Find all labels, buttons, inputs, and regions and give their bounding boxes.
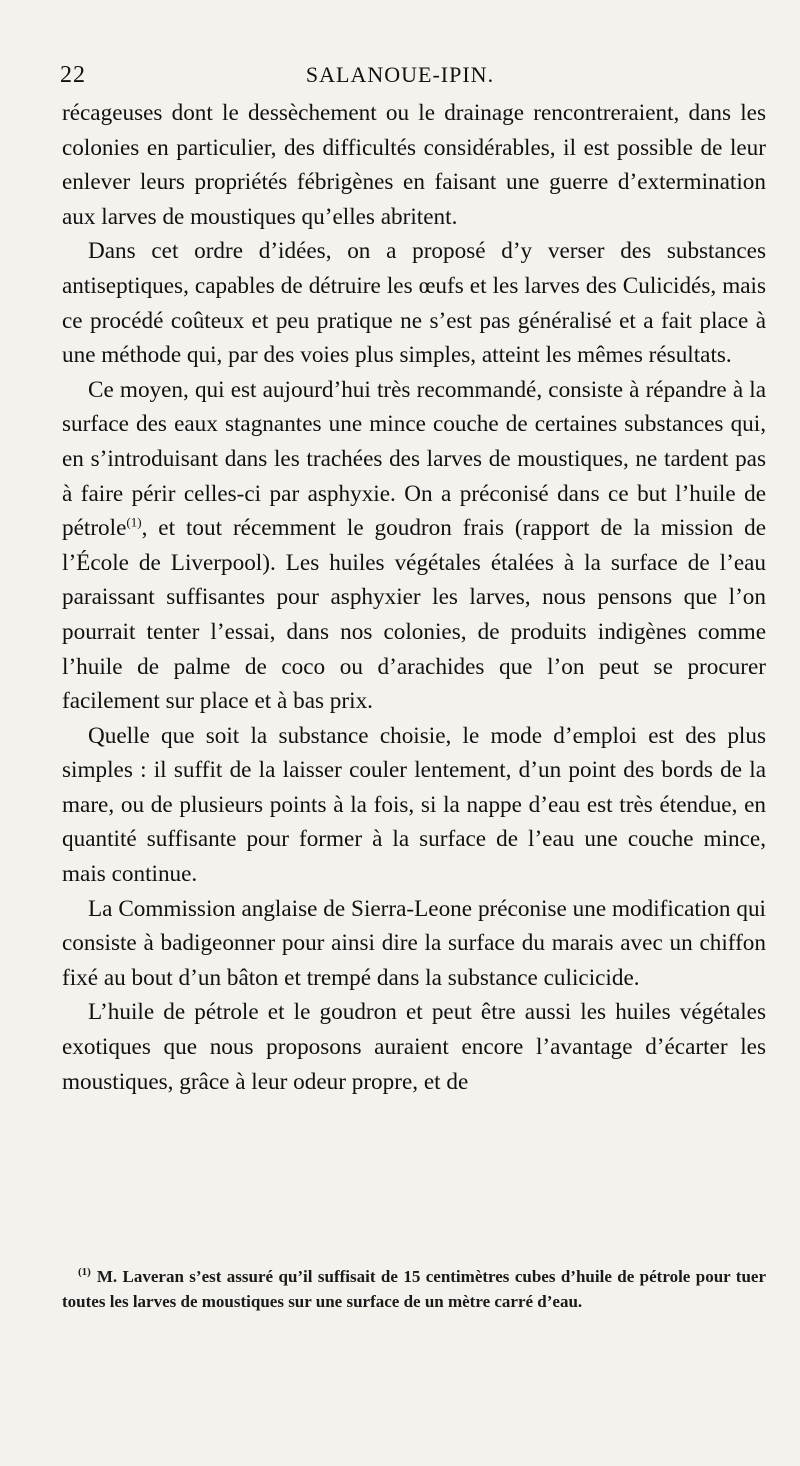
paragraph-1: récageuses dont le dessèchement ou le drainage rencontreraient, dans les colonies en particulier, des difficultés considérables, il est possible de leur enlever leurs propriétés fébrigènes en faisant une guerre d’extermination aux larves de moustiques qu’elles abritent.: [62, 100, 766, 230]
paragraph-5: La Commission anglaise de Sierra-Leone préconise une modification qui consiste à badigeonner pour ainsi dire la surface du marais avec un chiffon fixé au bout d’un bâton et trempé dans la substance culicicide.: [62, 895, 766, 991]
paragraph-3-part-2: , et tout récemment le goudron frais (rapport de la mission de l’École de Liverpool). Les huiles végétales étalées à la surface de l’eau paraissant suffisantes pour asphyxier les larves, nous pensons que l’on pourrait tenter l’essai, dans nos colonies, de produits indigènes comme l’huile de palme de coco ou d’arachides que l’on peut se procurer facilement sur place et à bas prix.: [62, 515, 766, 715]
page-header: [60, 62, 740, 96]
footnote-text: M. Laveran s’est assuré qu’il suffisait de 15 centimètres cubes d’huile de pétrole pour tuer toutes les larves de moustiques sur une surface de un mètre carré d’eau.: [62, 1267, 766, 1311]
footnote-reference[interactable]: (1): [126, 514, 142, 530]
footnote-1: [62, 1264, 766, 1314]
footnote-mark: (1): [78, 1266, 91, 1279]
paragraph-2: Dans cet ordre d’idées, on a proposé d’y verser des substances antiseptiques, capables de détruire les œufs et les larves des Culicidés, mais ce procédé coûteux et peu pratique ne s’est pas généralisé et a fait place à une méthode qui, par des voies plus simples, atteint les mêmes résultats.: [62, 238, 766, 369]
body-text: [62, 96, 766, 1099]
footnotes: [62, 1264, 766, 1314]
paragraph-6: L’huile de pétrole et le goudron et peut être aussi les huiles végétales exotiques que nous proposons auraient encore l’avantage d’écarter les moustiques, grâce à leur odeur propre, et de: [62, 999, 766, 1095]
paragraph-3-part-1: Ce moyen, qui est aujourd’hui très recommandé, consiste à répandre à la surface des eaux stagnantes une mince couche de certaines substances qui, en s’introduisant dans les trachées des larves de moustiques, ne tardent pas à faire périr celles-ci par asphyxie. On a préconisé dans ce but l’huile de pétrole: [62, 376, 766, 542]
paragraph-3: [62, 373, 766, 719]
page-number: 22: [60, 62, 86, 88]
running-title: SALANOUE-IPIN.: [305, 62, 495, 87]
paragraph-4: Quelle que soit la substance choisie, le mode d’emploi est des plus simples : il suffit de la laisser couler lentement, d’un point des bords de la mare, ou de plusieurs points à la fois, si la nappe d’eau est très étendue, en quantité suffisante pour former à la surface de l’eau une couche mince, mais continue.: [62, 722, 766, 888]
